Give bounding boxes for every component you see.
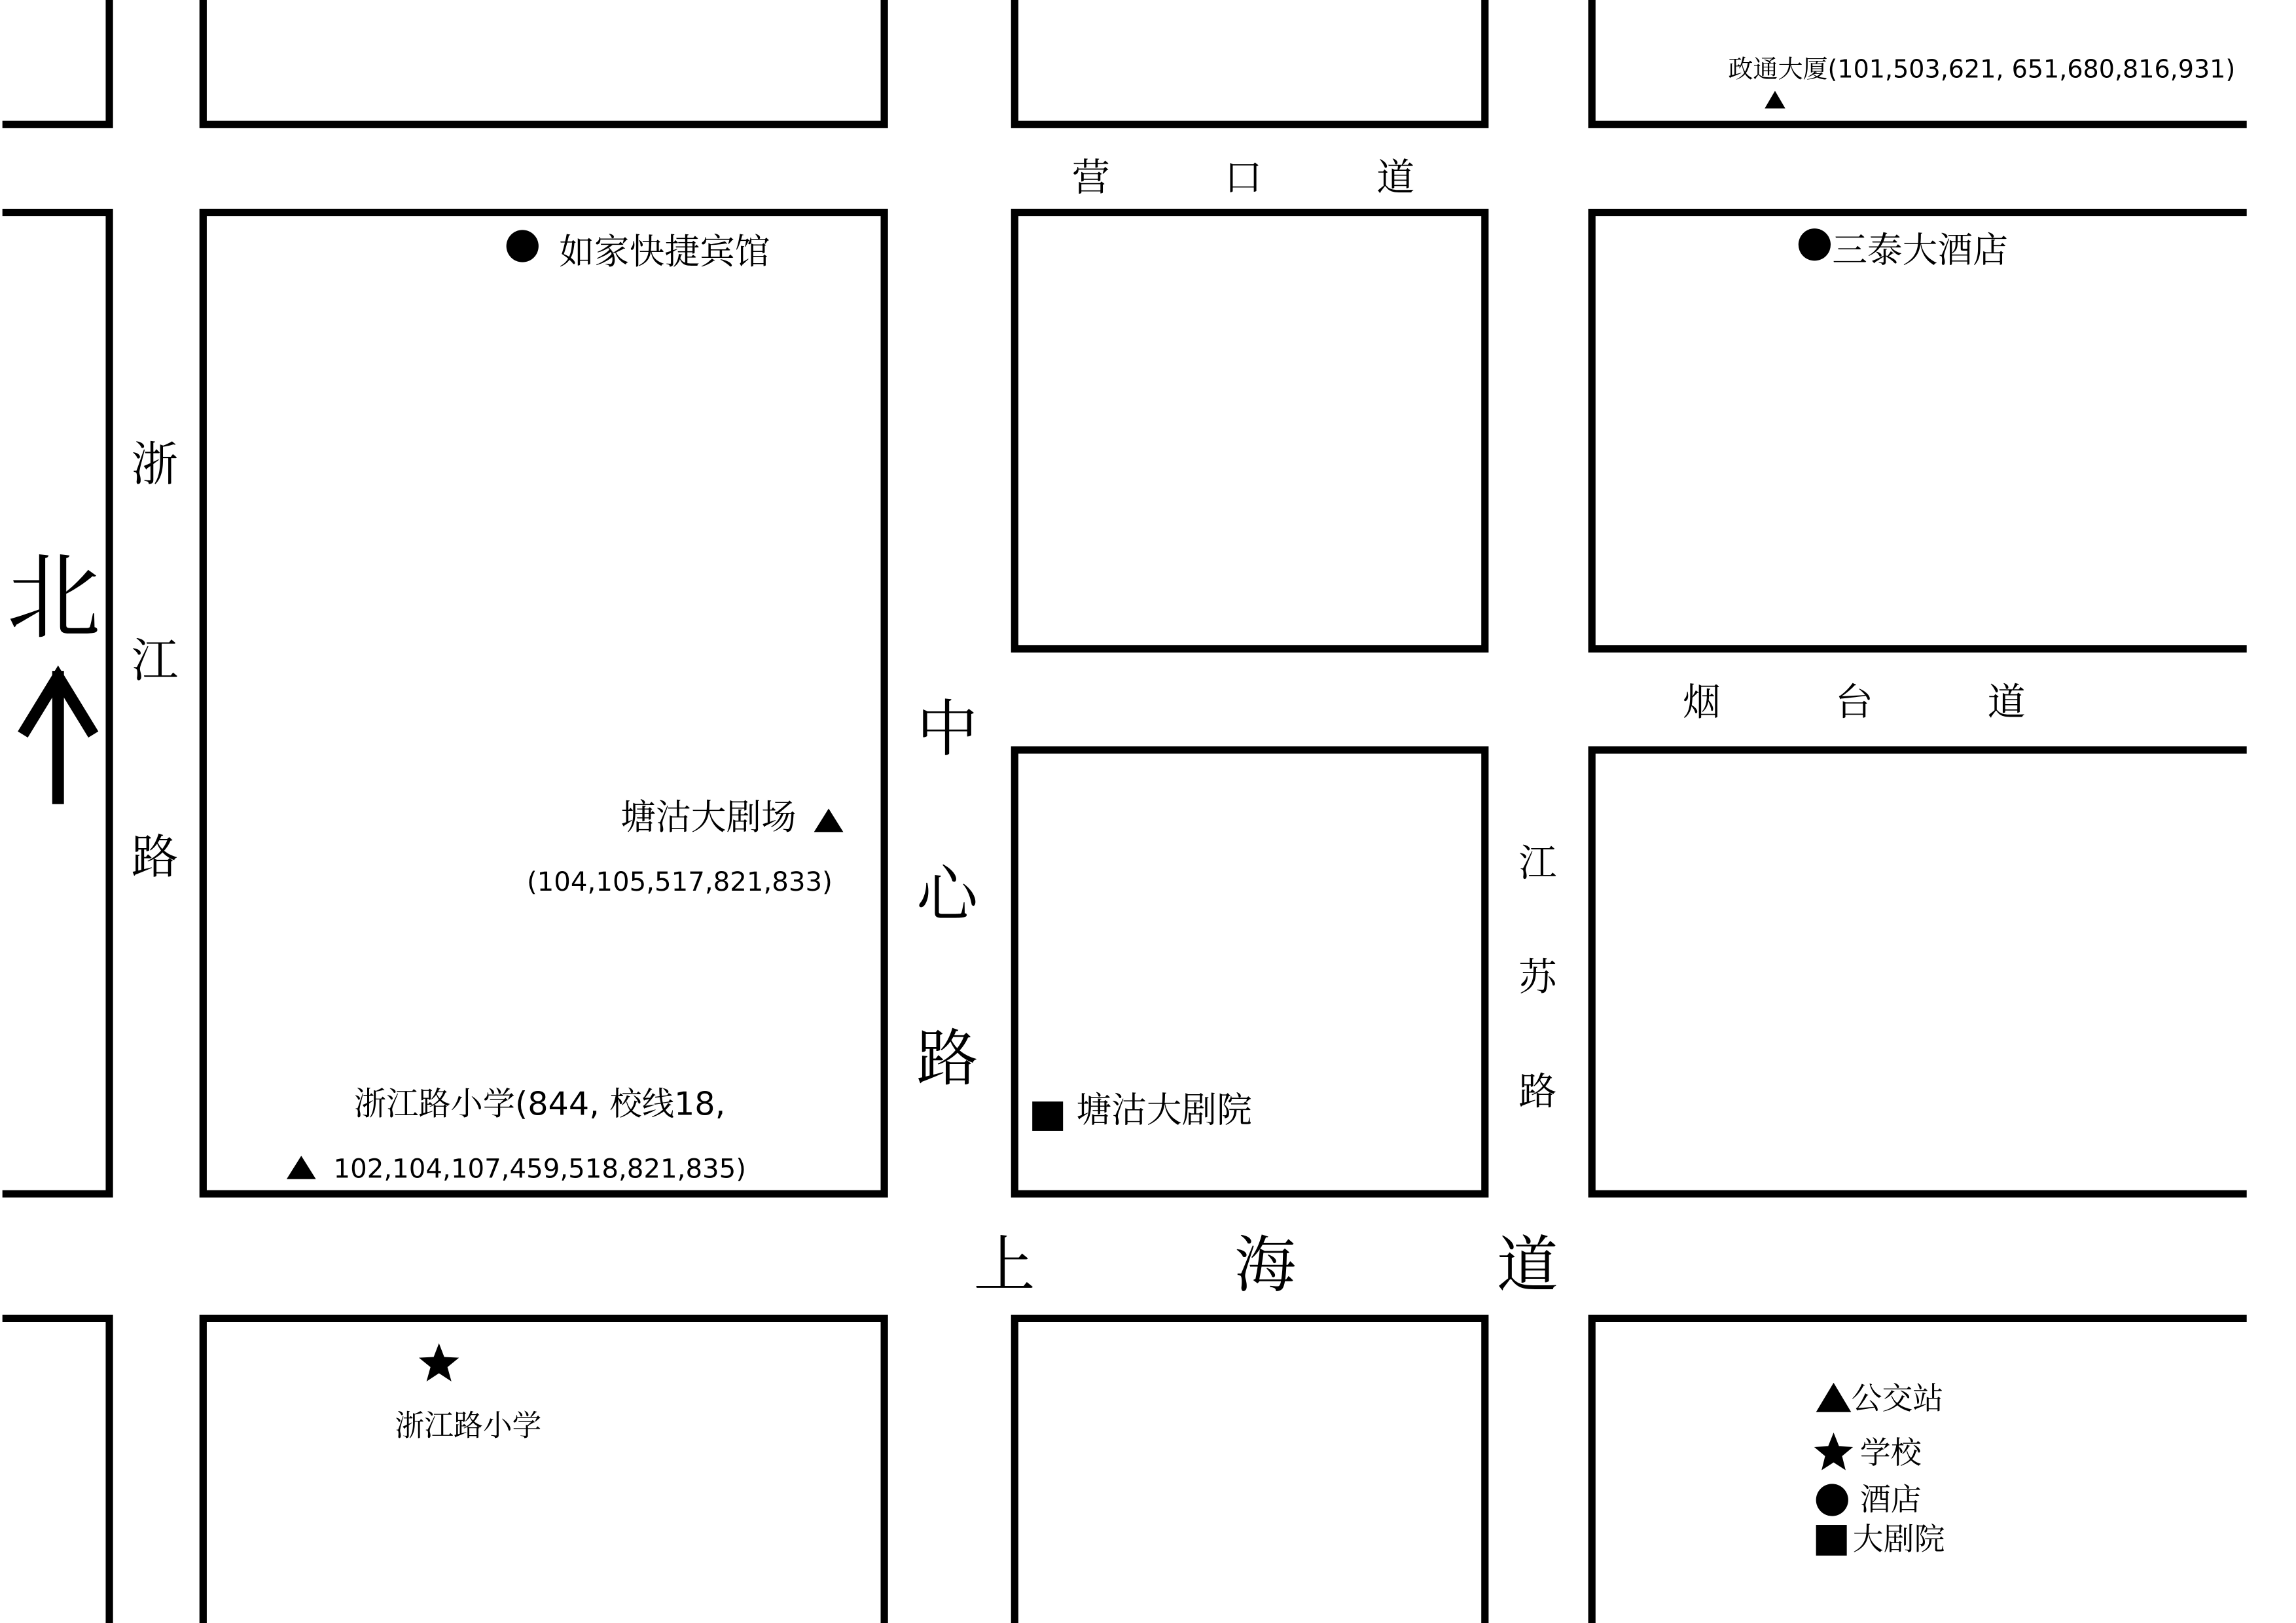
theatre-icon [1816,1525,1847,1556]
legend-theatre: 大剧院 [1852,1522,1945,1558]
zhejiang-school-stop-label: 浙江路小学(844, 校线18, [353,1084,726,1123]
street-char: 苏 [1518,955,1557,1000]
legend-hotel: 酒店 [1859,1482,1922,1518]
theatre-icon [1032,1101,1063,1131]
santai-hotel-label: 三泰大酒店 [1832,229,2008,271]
street-char: 道 [1376,154,1415,200]
street-char: 海 [1234,1230,1297,1302]
street-char: 道 [1496,1230,1558,1302]
zhejiang-school-label: 浙江路小学 [395,1408,542,1443]
hotel-icon [507,230,539,262]
legend-bus-stop: 公交站 [1851,1381,1944,1418]
rujia-hotel-label: 如家快捷宾馆 [559,230,770,272]
street-char: 江 [131,633,179,688]
street-char: 上 [973,1230,1035,1302]
street-char: 中 [916,693,978,765]
zhengtong-bus-stop-label: 政通大厦(101,503,621, 651,680,816,931) [1728,54,2236,84]
tanggu-theater-stop-label: 塘沽大剧场 [620,796,797,838]
street-char: 心 [916,859,978,931]
zhejiang-school-stop-routes: 102,104,107,459,518,821,835) [333,1154,747,1185]
street-char: 路 [131,830,179,885]
street-char: 烟 [1682,679,1721,724]
street-char: 浙 [131,437,179,492]
street-char: 路 [916,1023,978,1095]
street-char: 营 [1071,154,1110,200]
tanggu-theater-stop-routes: (104,105,517,821,833) [526,866,833,897]
legend-school: 学校 [1859,1435,1922,1472]
hotel-icon [1799,228,1831,260]
north-label: 北 [7,543,101,652]
street-char: 台 [1835,679,1873,724]
street-char: 道 [1987,679,2026,724]
street-char: 口 [1224,154,1263,200]
hotel-icon [1816,1484,1848,1516]
street-char: 江 [1518,840,1557,885]
street-zhongxin-road [916,694,980,1095]
street-char: 路 [1518,1069,1557,1114]
street-jiangsu-road [1518,840,1558,1113]
tanggu-grand-theatre-label: 塘沽大剧院 [1076,1089,1252,1131]
